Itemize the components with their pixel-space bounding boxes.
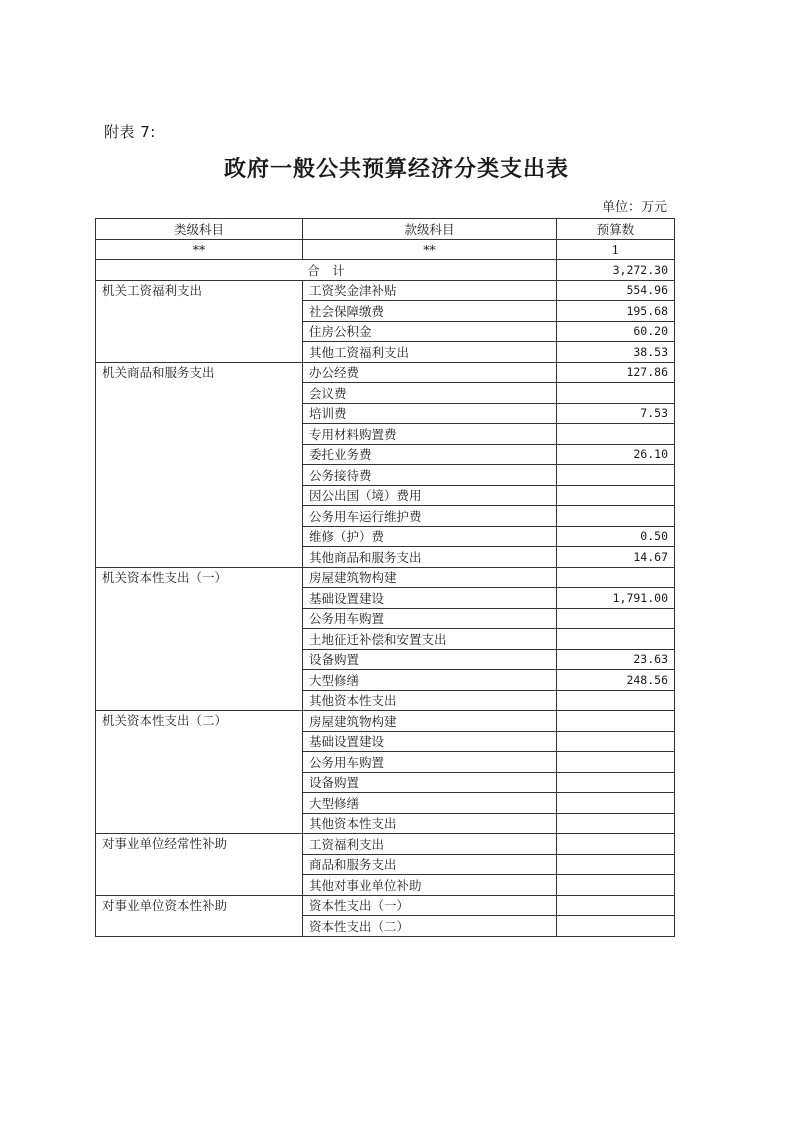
item-name-cell: 委托业务费 — [303, 444, 557, 465]
category-cell: 机关商品和服务支出 — [96, 362, 303, 567]
item-value-cell: 23.63 — [557, 649, 675, 670]
item-value-cell — [557, 383, 675, 404]
item-name-cell: 大型修缮 — [303, 793, 557, 814]
budget-table — [95, 218, 675, 937]
item-value-cell: 554.96 — [557, 280, 675, 301]
item-name-cell: 其他资本性支出 — [303, 690, 557, 711]
item-name-cell: 住房公积金 — [303, 321, 557, 342]
item-value-cell: 60.20 — [557, 321, 675, 342]
item-value-cell: 7.53 — [557, 403, 675, 424]
item-name-cell: 其他工资福利支出 — [303, 342, 557, 363]
item-name-cell: 因公出国（境）费用 — [303, 485, 557, 506]
item-value-cell — [557, 731, 675, 752]
item-value-cell — [557, 485, 675, 506]
item-name-cell: 公务用车购置 — [303, 752, 557, 773]
item-name-cell: 资本性支出（一） — [303, 895, 557, 916]
item-name-cell: 土地征迁补偿和安置支出 — [303, 629, 557, 650]
item-value-cell — [557, 895, 675, 916]
unit-label: 单位：万元 — [601, 200, 667, 215]
item-name-cell: 工资奖金津补贴 — [303, 280, 557, 301]
item-value-cell — [557, 752, 675, 773]
header-row — [96, 219, 675, 240]
item-name-cell: 设备购置 — [303, 772, 557, 793]
item-name-cell: 会议费 — [303, 383, 557, 404]
item-value-cell: 127.86 — [557, 362, 675, 383]
item-value-cell — [557, 854, 675, 875]
item-name-cell: 工资福利支出 — [303, 834, 557, 855]
index-budget: 1 — [557, 239, 675, 260]
item-value-cell — [557, 875, 675, 896]
category-cell: 对事业单位资本性补助 — [96, 895, 303, 936]
index-item: ** — [303, 239, 557, 260]
item-value-cell — [557, 711, 675, 732]
document-title: 政府一般公共预算经济分类支出表 — [223, 156, 569, 182]
item-value-cell: 38.53 — [557, 342, 675, 363]
table-row — [96, 834, 675, 855]
item-name-cell: 其他商品和服务支出 — [303, 547, 557, 568]
item-value-cell — [557, 772, 675, 793]
item-name-cell: 公务用车购置 — [303, 608, 557, 629]
item-name-cell: 其他资本性支出 — [303, 813, 557, 834]
item-name-cell: 商品和服务支出 — [303, 854, 557, 875]
item-name-cell: 公务用车运行维护费 — [303, 506, 557, 527]
total-value: 3,272.30 — [557, 260, 675, 281]
item-value-cell — [557, 834, 675, 855]
item-name-cell: 资本性支出（二） — [303, 916, 557, 937]
item-value-cell: 26.10 — [557, 444, 675, 465]
index-row — [96, 239, 675, 260]
table-row — [96, 362, 675, 383]
header-item: 款级科目 — [303, 219, 557, 240]
item-value-cell — [557, 608, 675, 629]
item-name-cell: 维修（护）费 — [303, 526, 557, 547]
index-category: ** — [96, 239, 303, 260]
header-budget: 预算数 — [557, 219, 675, 240]
category-cell: 机关资本性支出（一） — [96, 567, 303, 711]
item-name-cell: 培训费 — [303, 403, 557, 424]
item-name-cell: 其他对事业单位补助 — [303, 875, 557, 896]
table-row — [96, 280, 675, 301]
table-row — [96, 567, 675, 588]
category-cell: 机关资本性支出（二） — [96, 711, 303, 834]
item-name-cell: 办公经费 — [303, 362, 557, 383]
item-value-cell — [557, 690, 675, 711]
item-value-cell: 1,791.00 — [557, 588, 675, 609]
item-name-cell: 社会保障缴费 — [303, 301, 557, 322]
item-name-cell: 基础设置建设 — [303, 588, 557, 609]
table-row — [96, 895, 675, 916]
category-cell: 机关工资福利支出 — [96, 280, 303, 362]
header-category: 类级科目 — [96, 219, 303, 240]
item-value-cell: 0.50 — [557, 526, 675, 547]
item-name-cell: 房屋建筑物构建 — [303, 567, 557, 588]
item-name-cell: 房屋建筑物构建 — [303, 711, 557, 732]
total-label: 合 计 — [96, 260, 557, 281]
item-value-cell — [557, 793, 675, 814]
item-name-cell: 基础设置建设 — [303, 731, 557, 752]
item-name-cell: 公务接待费 — [303, 465, 557, 486]
item-value-cell — [557, 629, 675, 650]
item-value-cell: 14.67 — [557, 547, 675, 568]
item-value-cell — [557, 567, 675, 588]
item-value-cell: 195.68 — [557, 301, 675, 322]
attachment-label: 附表 7: — [104, 123, 156, 141]
item-value-cell — [557, 916, 675, 937]
item-name-cell: 大型修缮 — [303, 670, 557, 691]
item-name-cell: 设备购置 — [303, 649, 557, 670]
item-value-cell: 248.56 — [557, 670, 675, 691]
item-value-cell — [557, 424, 675, 445]
item-value-cell — [557, 506, 675, 527]
item-name-cell: 专用材料购置费 — [303, 424, 557, 445]
item-value-cell — [557, 813, 675, 834]
category-cell: 对事业单位经常性补助 — [96, 834, 303, 896]
table-row — [96, 711, 675, 732]
total-row — [96, 260, 675, 281]
budget-table-body — [96, 219, 675, 937]
item-value-cell — [557, 465, 675, 486]
